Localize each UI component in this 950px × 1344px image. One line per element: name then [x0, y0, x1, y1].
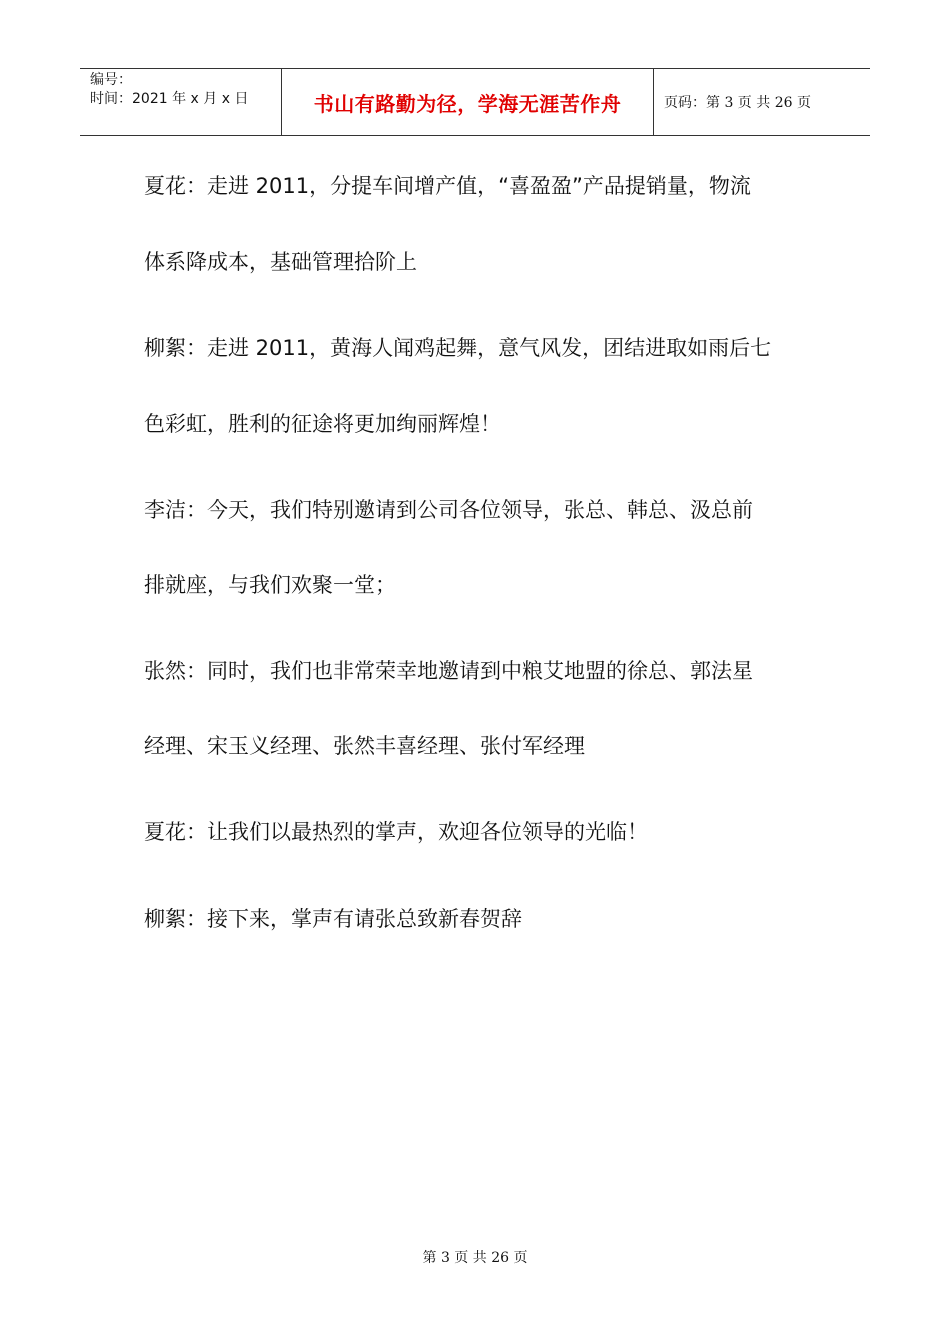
header-page-info: 页码：第 3 页 共 26 页 — [664, 95, 811, 111]
body-line: 张然：同时，我们也非常荣幸地邀请到中粮艾地盟的徐总、郭法星 — [144, 659, 753, 683]
document-header — [80, 68, 870, 136]
document-number-label: 编号： — [90, 72, 132, 88]
body-line: 夏花：让我们以最热烈的掌声，欢迎各位领导的光临！ — [144, 820, 648, 844]
header-motto-cell — [282, 69, 654, 135]
body-line: 经理、宋玉义经理、张然丰喜经理、张付军经理 — [144, 734, 585, 758]
document-time-label: 时间：2021 年 x 月 x 日 — [90, 91, 249, 107]
body-line: 李洁：今天，我们特别邀请到公司各位领导，张总、韩总、汲总前 — [144, 498, 753, 522]
body-line: 夏花：走进 2011，分提车间增产值，“喜盈盈”产品提销量，物流 — [144, 174, 751, 198]
body-line: 排就座，与我们欢聚一堂； — [144, 573, 396, 597]
header-meta-cell — [80, 69, 282, 135]
header-page-cell — [654, 69, 870, 135]
page-footer: 第 3 页 共 26 页 — [422, 1250, 528, 1266]
body-line: 体系降成本，基础管理拾阶上 — [144, 250, 417, 274]
header-motto: 书山有路勤为径，学海无涯苦作舟 — [313, 91, 622, 116]
body-line: 柳絮：走进 2011，黄海人闻鸡起舞，意气风发，团结进取如雨后七 — [144, 336, 772, 360]
body-line: 色彩虹，胜利的征途将更加绚丽辉煌！ — [144, 412, 501, 436]
body-line: 柳絮：接下来，掌声有请张总致新春贺辞 — [144, 907, 522, 931]
